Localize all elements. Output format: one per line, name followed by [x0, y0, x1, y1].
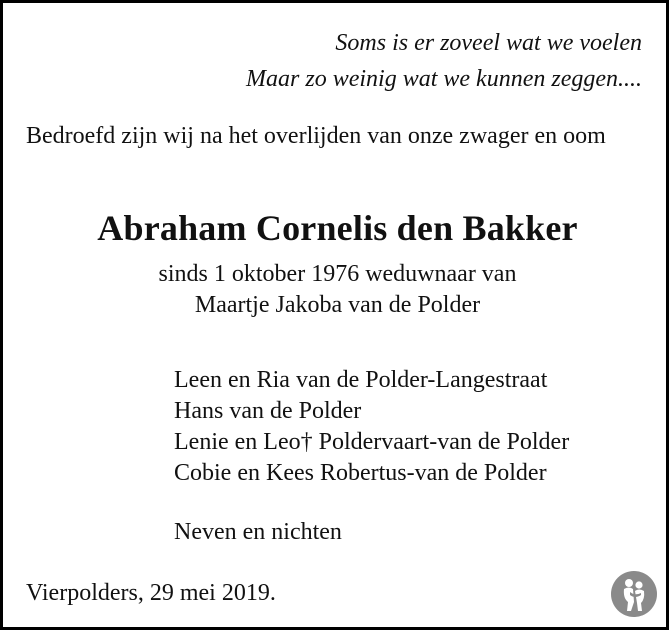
emblem-circle	[611, 571, 657, 617]
poem	[246, 25, 642, 97]
intro-text: Bedroefd zijn wij na het overlijden van onze zwager en oom	[26, 123, 606, 149]
family-member: Lenie en Leo† Poldervaart-van de Polder	[174, 429, 570, 455]
poem-line: Soms is er zoveel wat we voelen	[335, 30, 642, 56]
family-member: Leen en Ria van de Polder-Langestraat	[174, 367, 548, 393]
family-member: Cobie en Kees Robertus-van de Polder	[174, 460, 547, 486]
deceased-name: Abraham Cornelis den Bakker	[97, 208, 578, 248]
emblem-head-right	[635, 581, 642, 588]
mourning-figures-icon	[611, 571, 657, 617]
widow-line: sinds 1 oktober 1976 weduwnaar van	[158, 261, 517, 287]
poem-line: Maar zo weinig wat we kunnen zeggen....	[246, 66, 642, 92]
place-date: Vierpolders, 29 mei 2019.	[26, 580, 276, 606]
family-member: Hans van de Polder	[174, 398, 362, 424]
widow-note	[3, 259, 669, 321]
nephews-nieces: Neven en nichten	[174, 519, 342, 545]
family-list	[174, 365, 569, 489]
widow-line: Maartje Jakoba van de Polder	[194, 292, 481, 318]
emblem-head-left	[625, 579, 633, 587]
